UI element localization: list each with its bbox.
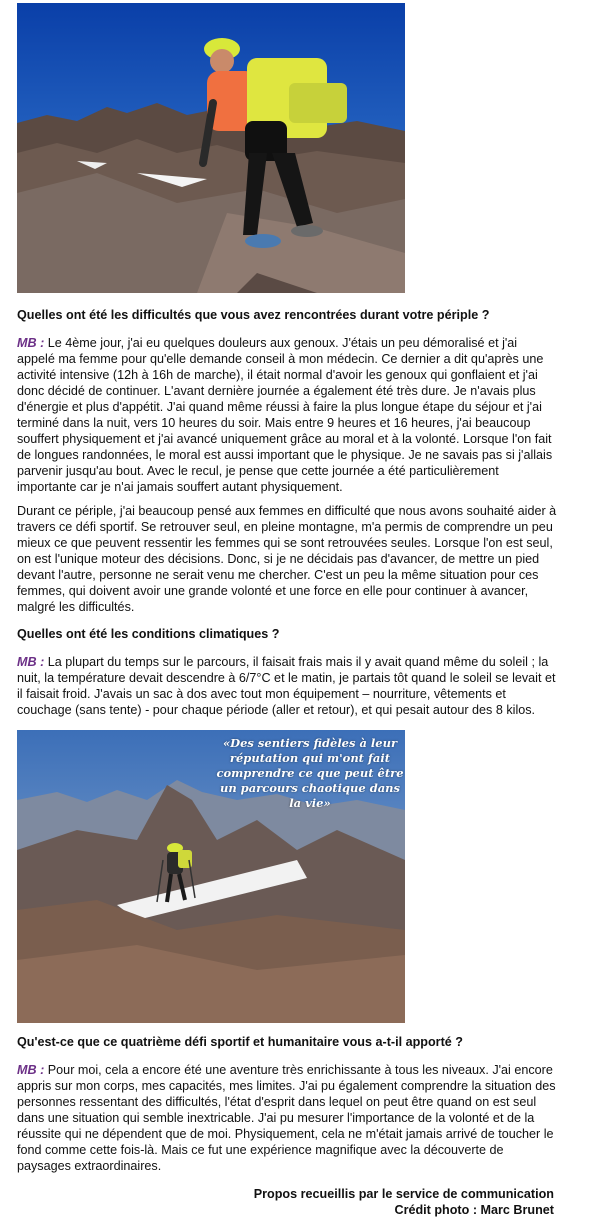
credits	[17, 1186, 554, 1218]
question-difficulties: Quelles ont été les difficultés que vous avez rencontrées durant votre périple ?	[17, 308, 490, 322]
credit-interview: Propos recueillis par le service de communication	[253, 1187, 554, 1201]
hiker-on-mountain-photo	[17, 3, 405, 293]
article	[17, 0, 557, 1218]
question-climate: Quelles ont été les conditions climatiques ?	[17, 627, 280, 641]
mountain-photo-illustration	[17, 3, 405, 293]
mb-label: MB :	[17, 1063, 45, 1077]
question-benefits: Qu'est-ce que ce quatrième défi sportif et humanitaire vous a-t-il apporté ?	[17, 1035, 463, 1049]
answer-climate	[17, 654, 557, 718]
mb-label: MB :	[17, 655, 45, 669]
answer-text: La plupart du temps sur le parcours, il faisait frais mais il y avait quand même du soleil ; la nuit, la température devait descendre à 6/7°C et le matin, je partais tôt quand le soleil se levait et il faisait froid. J'avais un sac à dos avec tout mon équipement – nourriture, vêtements et couchage (sans tente) - pour chaque période (aller et retour), et qui pesait autour des 8 kilos.	[17, 655, 556, 717]
photo-quote: «Des sentiers fidèles à leur réputation qui m'ont fait comprendre ce que peut être un parcours chaotique dans la vie»	[216, 736, 404, 810]
answer-difficulties-continued: Durant ce périple, j'ai beaucoup pensé aux femmes en difficulté que nous avons souhaité aider à travers ce défi sportif. Se retrouver seul, en pleine montagne, m'a permis de comprendre un peu mieux ce que peuvent ressentir les femmes qui se sont retrouvées seules. Lorsque l'on est seul, on est l'unique moteur des décisions. Donc, si je ne décidais pas d'avancer, de mettre un pied devant l'autre, personne ne serait venu me chercher. C'est un peu la même situation pour ces femmes, qui doivent avoir une grande volonté et une force en elle pour continuer à avancer, malgré les difficultés.	[17, 504, 557, 614]
answer-text: Le 4ème jour, j'ai eu quelques douleurs aux genoux. J'étais un peu démoralisé et j'ai appelé ma femme pour qu'elle demande conseil à mon médecin. Ce dernier a dit qu'après une activité intensive (12h à 16h de marche), il était normal d'avoir les genoux qui gonflaient et j'ai donc décidé de continuer. L'avant dernière journée a également été très dure. Je n'avais plus d'énergie et plus d'appétit. J'ai quand même réussi à faire la plus longue étape du séjour et j'ai terminé dans la nuit, vers 10 heures du soir. Mais entre 9 heures et 16 heures, j'ai beaucoup souffert physiquement et j'ai avancé uniquement grâce au moral et à la volonté. Lorsque l'on fait de longues randonnées, le moral est aussi important que le physique. Je ne savais pas si j'allais parvenir jusqu'au bout. Avec le recul, je pense que cette journée a été particulièrement importante car je n'ai jamais souffert autant physiquement.	[17, 336, 553, 494]
mb-label: MB :	[17, 336, 45, 350]
hiker-on-snow-ridge-photo	[17, 730, 405, 1023]
answer-benefits	[17, 1062, 557, 1174]
answer-text: Pour moi, cela a encore été une aventure très enrichissante à tous les niveaux. J'ai encore appris sur mon corps, mes capacités, mes limites. J'ai pu également comprendre la situation des personnes ressentant des difficultés, l'état d'esprit dans lequel on peut être quand on est seul dans une situation qui semble inextricable. J'ai pu mesurer l'importance de la volonté et de la réussite qui ne dépendent que de moi. Physiquement, cela ne m'était jamais arrivé de toucher le fond comme cette fois-là. Mais ce fut une expérience magnifique avec la découverte de paysages extraordinaires.	[17, 1063, 556, 1173]
answer-difficulties	[17, 335, 557, 495]
credit-photo: Crédit photo : Marc Brunet	[394, 1203, 554, 1217]
